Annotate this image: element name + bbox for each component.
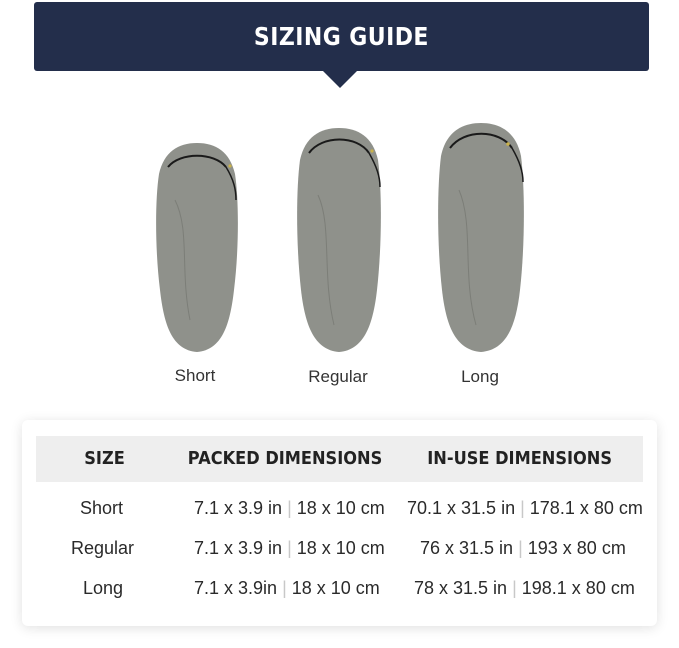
header-packed-dimensions: PACKED DIMENSIONS <box>187 448 383 469</box>
in-use-cm: 178.1 x 80 cm <box>529 498 643 518</box>
row-size: Regular <box>71 538 135 558</box>
liner-illustrations <box>0 110 679 400</box>
packed-in: 7.1 x 3.9 in <box>194 538 283 558</box>
in-use-in: 76 x 31.5 in <box>420 538 514 558</box>
table-row <box>22 533 657 563</box>
header-in-use-dimensions: IN-USE DIMENSIONS <box>427 448 613 469</box>
sizing-guide-banner <box>34 2 649 71</box>
long-liner-image <box>432 120 532 355</box>
divider: | <box>287 498 292 518</box>
packed-dimensions-cell <box>194 533 385 563</box>
packed-in: 7.1 x 3.9in <box>194 578 278 598</box>
short-size-label: Short <box>174 366 216 385</box>
long-size-label: Long <box>461 367 499 386</box>
regular-liner-image <box>290 125 390 355</box>
packed-in: 7.1 x 3.9 in <box>194 498 283 518</box>
sizing-table-card <box>22 420 657 626</box>
divider: | <box>282 578 287 598</box>
regular-size-label: Regular <box>308 367 368 386</box>
divider: | <box>518 538 523 558</box>
table-row <box>22 573 657 603</box>
divider: | <box>287 538 292 558</box>
in-use-in: 70.1 x 31.5 in <box>407 498 516 518</box>
packed-cm: 18 x 10 cm <box>291 578 380 598</box>
in-use-cm: 193 x 80 cm <box>527 538 626 558</box>
banner-title: SIZING GUIDE <box>254 22 429 51</box>
in-use-in: 78 x 31.5 in <box>414 578 508 598</box>
table-row <box>22 493 657 523</box>
table-header-row <box>36 436 643 482</box>
divider: | <box>520 498 525 518</box>
packed-dimensions-cell <box>194 573 380 603</box>
row-size: Long <box>83 578 124 598</box>
in-use-cm: 198.1 x 80 cm <box>521 578 635 598</box>
in-use-dimensions-cell <box>414 573 635 603</box>
divider: | <box>512 578 517 598</box>
packed-cm: 18 x 10 cm <box>296 498 385 518</box>
packed-dimensions-cell <box>194 493 385 523</box>
in-use-dimensions-cell <box>420 533 626 563</box>
row-size: Short <box>80 498 124 518</box>
header-size: SIZE <box>84 448 125 469</box>
packed-cm: 18 x 10 cm <box>296 538 385 558</box>
in-use-dimensions-cell <box>407 493 643 523</box>
banner-pointer <box>323 71 357 88</box>
short-liner-image <box>150 140 245 355</box>
